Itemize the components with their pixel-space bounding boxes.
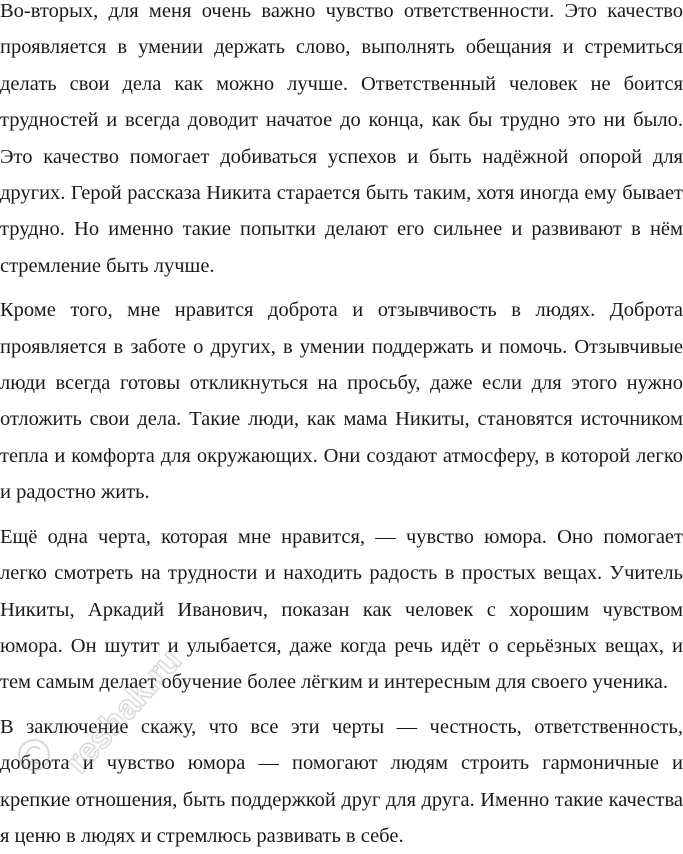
paragraph-kindness: Кроме того, мне нравится доброта и отзывчивость в людях. Доброта проявляется в заботе о других, в умении поддержать и помочь. Отзывчивые люди всегда готовы откликнуться на просьбу, даже если для этого нужно отложить свои дела. Такие люди, как мама Никиты, становятся источником тепла и комфорта для окружающих. Они создают атмосферу, в которой легко и радостно жить. — [0, 299, 683, 504]
paragraph-responsibility: Во-вторых, для меня очень важно чувство ответственности. Это качество проявляется в умении держать слово, выполнять обещания и стремиться делать свои дела как можно лучше. Ответственный человек не боится трудностей и всегда доводит начатое до конца, как бы трудно это ни было. Это качество помогает добиваться успехов и быть надёжной опорой для других. Герой рассказа Никита старается быть таким, хотя иногда ему бывает трудно. Но именно такие попытки делают его сильнее и развивают в нём стремление быть лучше. — [0, 0, 683, 277]
paragraph-humor: Ещё одна черта, которая мне нравится, — чувство юмора. Оно помогает легко смотреть на трудности и находить радость в простых вещах. Учитель Никиты, Аркадий Иванович, показан как человек с хорошим чувством юмора. Он шутит и улыбается, даже когда речь идёт о серьёзных вещах, и тем самым делает обучение более лёгким и интересным для своего ученика. — [0, 525, 683, 694]
watermark-text: reshak.ru — [58, 641, 190, 781]
paragraph-conclusion: В заключение скажу, что все эти черты — честность, ответственность, доброта и чувство юмора — помогают людям строить гармоничные и крепкие отношения, быть поддержкой друг для друга. Именно такие качества я ценю в людях и стремлюсь развивать в себе. — [0, 715, 683, 847]
